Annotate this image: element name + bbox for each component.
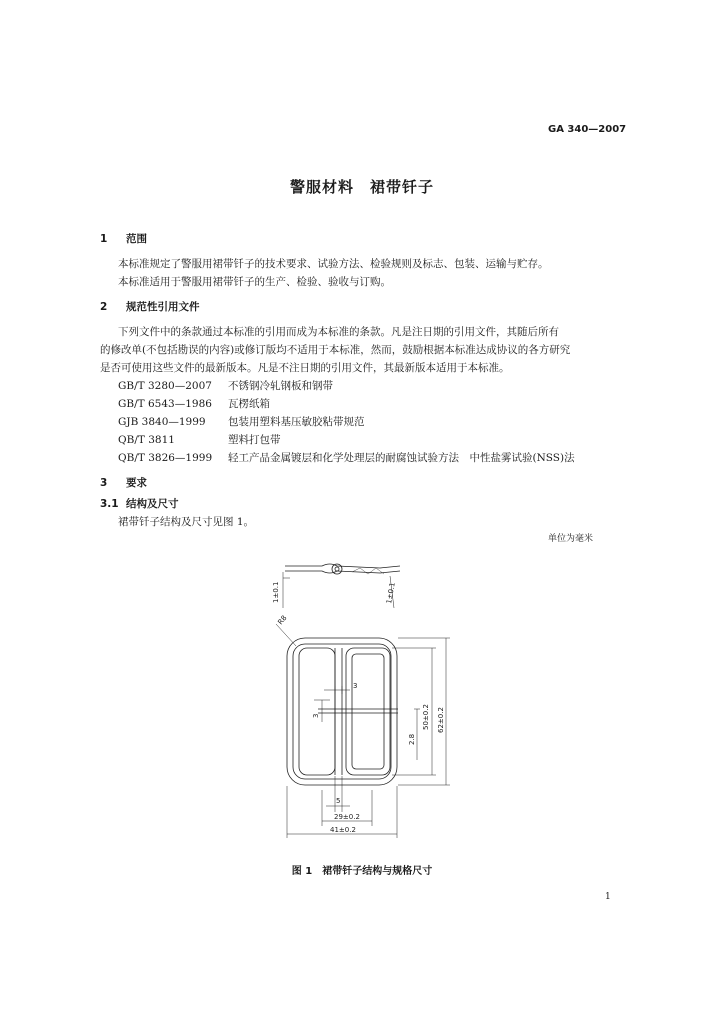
section-title: 范围 xyxy=(126,233,147,245)
section-number: 1 xyxy=(100,233,108,245)
refs-intro-line-2: 的修改单(不包括勘误的内容)或修订版均不适用于本标准，然而，鼓励根据本标准达成协议的各方研究 xyxy=(100,344,571,356)
dim-slot-a: 3 xyxy=(312,713,320,718)
page-number: 1 xyxy=(605,892,611,902)
reference-name: 塑料打包带 xyxy=(228,434,281,446)
dimension-lines xyxy=(287,638,450,838)
unit-note: 单位为毫米 xyxy=(548,534,594,544)
section-title: 规范性引用文件 xyxy=(126,301,200,313)
standard-number: GA 340—2007 xyxy=(548,124,627,135)
refs-intro-line-1: 下列文件中的条款通过本标准的引用而成为本标准的条款。凡是注日期的引用文件，其随后所有 xyxy=(118,326,559,338)
dim-thickness-right: 1±0.1 xyxy=(385,581,397,605)
structure-paragraph: 裙带钎子结构及尺寸见图 1。 xyxy=(118,516,255,528)
dim-outer-height: 62±0.2 xyxy=(437,707,445,733)
dim-bar-gap: 3 xyxy=(353,682,358,690)
dim-outer-width: 41±0.2 xyxy=(330,826,356,834)
refs-intro-line-3: 是否可使用这些文件的最新版本。凡是不注日期的引用文件，其最新版本适用于本标准。 xyxy=(100,362,510,374)
section-title: 结构及尺寸 xyxy=(126,498,179,510)
side-view xyxy=(283,564,400,608)
reference-name: 包装用塑料基压敏胶粘带规范 xyxy=(228,416,365,428)
dim-radius: R8 xyxy=(276,613,289,627)
section-number: 2 xyxy=(100,301,108,313)
figure-caption: 图 1 裙带钎子结构与规格尺寸 xyxy=(291,866,433,877)
dim-slot-b: 5 xyxy=(336,797,341,805)
reference-code: QB/T 3826—1999 xyxy=(118,452,213,464)
reference-code: GB/T 3280—2007 xyxy=(118,380,212,392)
dim-inner-height: 50±0.2 xyxy=(422,704,430,730)
dim-inner-width: 29±0.2 xyxy=(334,813,360,821)
scope-paragraph-2: 本标准适用于警服用裙带钎子的生产、检验、验收与订购。 xyxy=(118,276,391,288)
reference-name: 不锈钢冷轧钢板和钢带 xyxy=(228,380,333,392)
reference-code: GB/T 6543—1986 xyxy=(118,398,212,410)
reference-name: 轻工产品金属镀层和化学处理层的耐腐蚀试验方法 中性盐雾试验(NSS)法 xyxy=(228,452,575,464)
dim-thickness-left: 1±0.1 xyxy=(272,581,280,603)
reference-name: 瓦楞纸箱 xyxy=(228,398,270,410)
reference-code: GJB 3840—1999 xyxy=(118,416,206,428)
reference-code: QB/T 3811 xyxy=(118,434,175,446)
page-title: 警服材料 裙带钎子 xyxy=(289,178,434,196)
dim-bar-width: 2.8 xyxy=(408,733,416,745)
section-title: 要求 xyxy=(126,477,147,489)
section-number: 3.1 xyxy=(100,498,119,510)
front-view xyxy=(276,624,398,785)
scope-paragraph-1: 本标准规定了警服用裙带钎子的技术要求、试验方法、检验规则及标志、包装、运输与贮存。 xyxy=(118,258,549,270)
section-number: 3 xyxy=(100,477,108,489)
